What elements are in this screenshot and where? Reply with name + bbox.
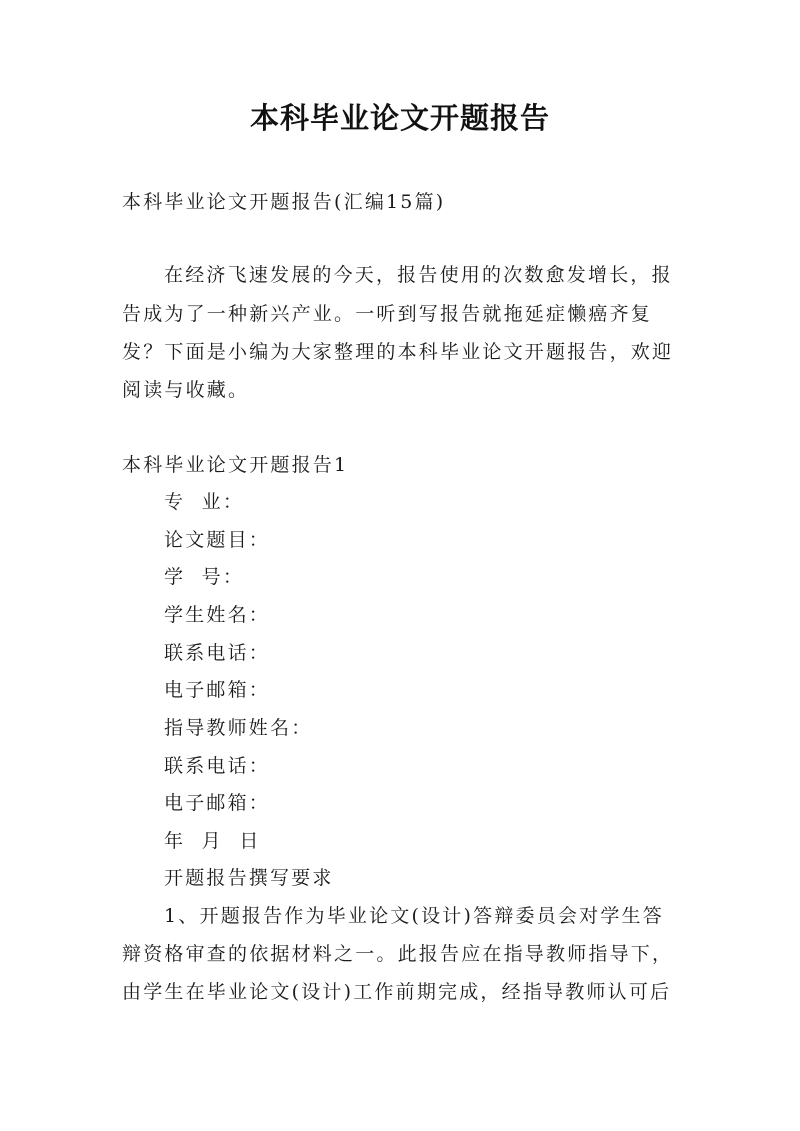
intro-line: 在经济飞速发展的今天，报告使用的次数愈发增长，报: [164, 264, 673, 286]
requirement-line: 辩资格审查的依据材料之一。此报告应在指导教师指导下，: [122, 943, 674, 965]
form-field-date: 年 月 日: [164, 830, 261, 852]
form-field-student-name: 学生姓名：: [164, 604, 271, 626]
requirements-heading: 开题报告撰写要求: [164, 867, 334, 889]
section-heading: 本科毕业论文开题报告1: [122, 454, 349, 476]
requirement-line: 1、开题报告作为毕业论文(设计)答辩委员会对学生答: [164, 905, 664, 927]
intro-line: 阅读与收藏。: [122, 379, 250, 401]
requirement-line: 由学生在毕业论文(设计)工作前期完成，经指导教师认可后: [122, 981, 672, 1003]
intro-line: 发？下面是小编为大家整理的本科毕业论文开题报告，欢迎: [122, 341, 674, 363]
document-title: 本科毕业论文开题报告: [249, 101, 550, 135]
document-subtitle: 本科毕业论文开题报告(汇编15篇): [122, 191, 446, 213]
form-field-email: 电子邮箱：: [164, 679, 271, 701]
form-field-advisor-phone: 联系电话：: [164, 755, 271, 777]
form-field-student-id: 学 号：: [164, 566, 245, 588]
form-field-major: 专 业：: [164, 491, 245, 513]
intro-line: 告成为了一种新兴产业。一听到写报告就拖延症懒癌齐复: [122, 303, 653, 325]
form-field-advisor-email: 电子邮箱：: [164, 792, 271, 814]
form-field-phone: 联系电话：: [164, 642, 271, 664]
form-field-advisor-name: 指导教师姓名：: [164, 717, 313, 739]
form-field-thesis-title: 论文题目：: [164, 529, 271, 551]
